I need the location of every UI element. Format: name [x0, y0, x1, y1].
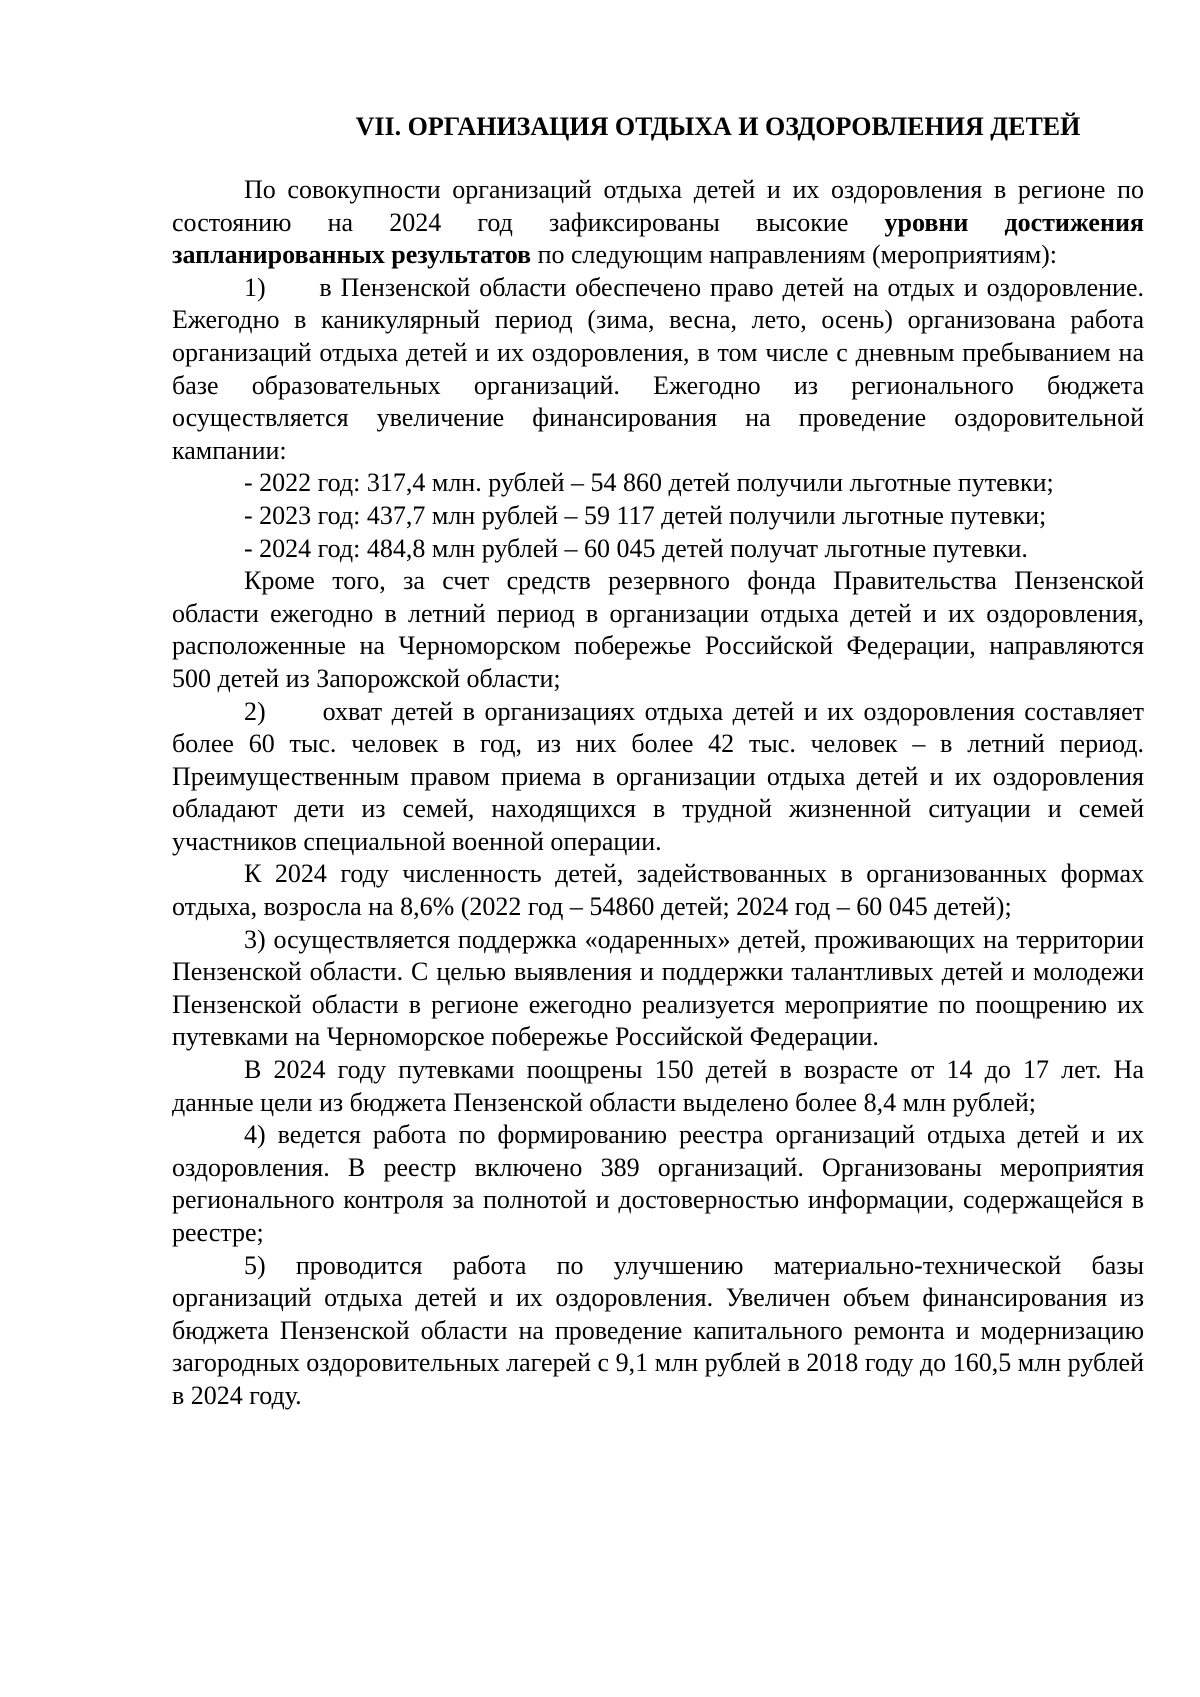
item-4-paragraph: 4) ведется работа по формированию реестра организаций отдыха детей и их оздоровления. В реестр включено 389 организаций. Организованы мероприятия регионального контроля за полнотой и достоверностью информации, содержащейся в реестре;: [172, 1120, 1144, 1247]
intro-text-start: По совокупности организаций отдыха детей и их оздоровления в регионе по состоянию на 2024 год зафиксированы высокие: [172, 175, 1144, 237]
item-1-number: 1): [244, 272, 266, 302]
item-2-text: охват детей в организациях отдыха детей и их оздоровления составляет более 60 тыс. человек в год, из них более 42 тыс. человек – в летний период. Преимущественным правом приема в организации отдыха детей и их оздоровления обладают дети из семей, находящихся в трудной жизненной ситуации и семей участников специальной военной операции.: [172, 696, 1144, 856]
awarded-paragraph: В 2024 году путевками поощрены 150 детей в возрасте от 14 до 17 лет. На данные цели из бюджета Пензенской области выделено более 8,4 млн рублей;: [172, 1055, 1144, 1117]
funding-line-2023: - 2023 год: 437,7 млн рублей – 59 117 детей получили льготные путевки;: [244, 500, 1047, 530]
item-1-paragraph: [172, 272, 1144, 468]
document-page: [172, 110, 1144, 1413]
besides-paragraph: Кроме того, за счет средств резервного фонда Правительства Пензенской области ежегодно в летний период в организации отдыха детей и их оздоровления, расположенные на Черноморском побережье Российской Федерации, направляются 500 детей из Запорожской области;: [172, 566, 1144, 693]
item-2-number: 2): [244, 696, 266, 726]
intro-text-end: по следующим направлениям (мероприятиям):: [531, 240, 1058, 270]
funding-line-2022: - 2022 год: 317,4 млн. рублей – 54 860 детей получили льготные путевки;: [244, 468, 1054, 498]
section-title: VII. ОРГАНИЗАЦИЯ ОТДЫХА И ОЗДОРОВЛЕНИЯ ДЕТЕЙ: [355, 112, 1081, 141]
item-2-paragraph: [172, 696, 1144, 859]
growth-paragraph: К 2024 году численность детей, задействованных в организованных формах отдыха, возросла на 8,6% (2022 год – 54860 детей; 2024 год – 60 045 детей);: [172, 859, 1144, 922]
item-1-text: в Пензенской области обеспечено право детей на отдых и оздоровление. Ежегодно в каникулярный период (зима, весна, лето, осень) организована работа организаций отдыха детей и их оздоровления, в том числе с дневным пребыванием на базе образовательных организаций. Ежегодно из регионального бюджета осуществляется увеличение финансирования на проведение оздоровительной кампании:: [172, 272, 1145, 465]
funding-line-2024: - 2024 год: 484,8 млн рублей – 60 045 детей получат льготные путевки.: [244, 533, 1028, 563]
intro-bold-phrase: уровни достижения запланированных результатов: [172, 207, 1144, 270]
item-3-paragraph: 3) осуществляется поддержка «одаренных» детей, проживающих на территории Пензенской области. С целью выявления и поддержки талантливых детей и молодежи Пензенской области в регионе ежегодно реализуется мероприятие по поощрению их путевками на Черноморское побережье Российской Федерации.: [172, 924, 1144, 1052]
item-5-paragraph: 5) проводится работа по улучшению материально-технической базы организаций отдыха детей и их оздоровления. Увеличен объем финансирования из бюджета Пензенской области на проведение капитального ремонта и модернизацию загородных оздоровительных лагерей с 9,1 млн рублей в 2018 году до 160,5 млн рублей в 2024 году.: [172, 1250, 1144, 1410]
intro-paragraph: [172, 174, 1144, 272]
